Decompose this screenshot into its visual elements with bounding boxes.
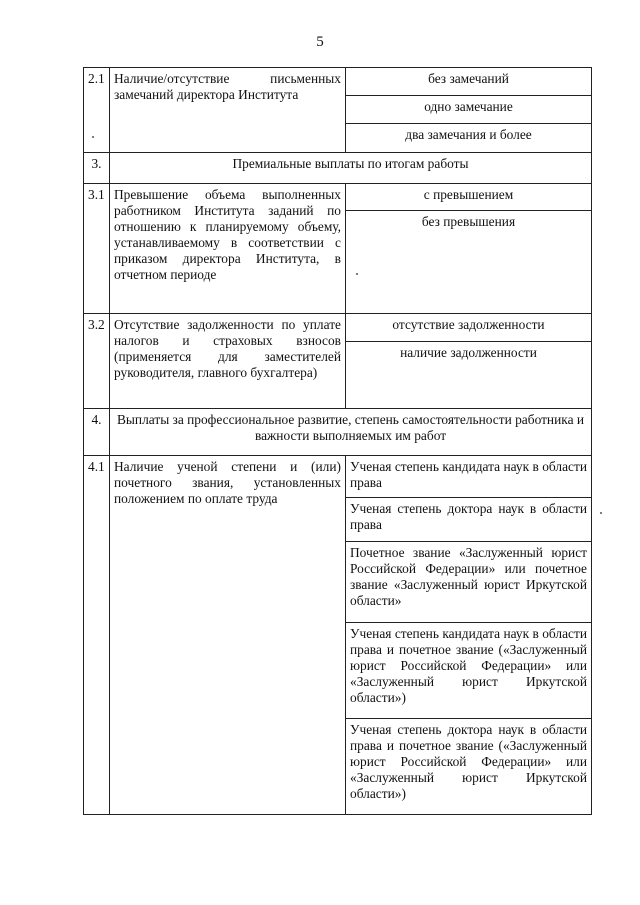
criterion-option: два замечания и более bbox=[346, 124, 592, 153]
table-row bbox=[84, 68, 592, 96]
payment-criteria-table bbox=[83, 67, 592, 815]
scan-speck bbox=[92, 136, 94, 138]
criterion-option: Ученая степень кандидата наук в области права и почетное звание («Заслуженный юрист Российской Федерации» или «Заслуженный юрист Иркутской области») bbox=[346, 623, 592, 719]
criterion-option: одно замечание bbox=[346, 96, 592, 124]
table-row bbox=[84, 184, 592, 211]
section-title: Выплаты за профессиональное развитие, степень самостоятельности работника и важности выполняемых им работ bbox=[110, 409, 592, 456]
section-number: 3. bbox=[84, 153, 110, 184]
section-row bbox=[84, 409, 592, 456]
criterion-option: без превышения bbox=[346, 211, 592, 314]
criterion-option: Ученая степень доктора наук в области права bbox=[346, 498, 592, 542]
criterion-description: Наличие/отсутствие письменных замечаний директора Института bbox=[110, 68, 346, 153]
criterion-option: Ученая степень доктора наук в области права и почетное звание («Заслуженный юрист Российской Федерации» или «Заслуженный юрист Иркутской области») bbox=[346, 719, 592, 815]
section-title: Премиальные выплаты по итогам работы bbox=[110, 153, 592, 184]
criterion-option: с превышением bbox=[346, 184, 592, 211]
row-number: 3.2 bbox=[84, 314, 110, 409]
table-row bbox=[84, 314, 592, 342]
table-row bbox=[84, 456, 592, 498]
criterion-description: Превышение объема выполненных работником Института заданий по отношению к планируемому объему, устанавливаемому в соответствии с приказом директора Института, в отчетном периоде bbox=[110, 184, 346, 314]
criterion-option: наличие задолженности bbox=[346, 342, 592, 409]
section-row bbox=[84, 153, 592, 184]
criterion-option: отсутствие задолженности bbox=[346, 314, 592, 342]
criterion-description: Отсутствие задолженности по уплате налогов и страховых взносов (применяется для заместителей руководителя, главного бухгалтера) bbox=[110, 314, 346, 409]
criterion-description: Наличие ученой степени и (или) почетного звания, установленных положением по оплате труда bbox=[110, 456, 346, 815]
row-number: 3.1 bbox=[84, 184, 110, 314]
row-number: 4.1 bbox=[84, 456, 110, 815]
row-number: 2.1 bbox=[84, 68, 110, 153]
scan-speck bbox=[356, 273, 358, 275]
criterion-option: Ученая степень кандидата наук в области права bbox=[346, 456, 592, 498]
section-number: 4. bbox=[84, 409, 110, 456]
criterion-option: без замечаний bbox=[346, 68, 592, 96]
page-number: 5 bbox=[316, 34, 324, 50]
criterion-option: Почетное звание «Заслуженный юрист Российской Федерации» или почетное звание «Заслуженный юрист Иркутской области» bbox=[346, 542, 592, 623]
scan-speck bbox=[600, 512, 602, 514]
